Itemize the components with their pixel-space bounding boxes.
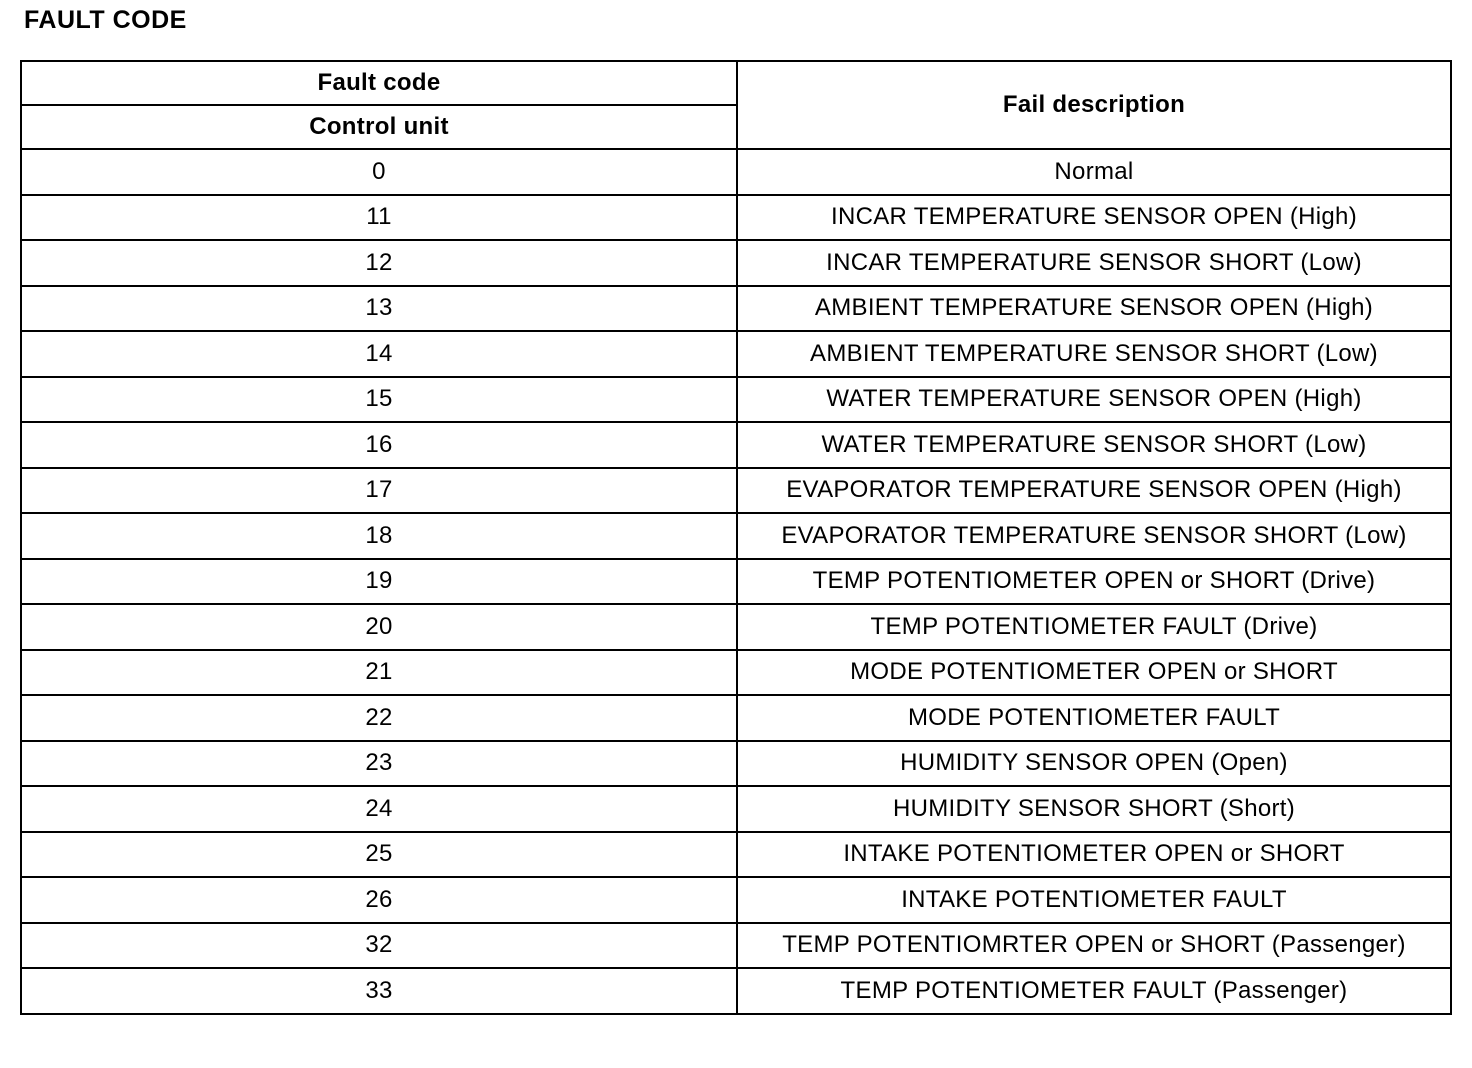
table-row <box>21 741 1451 787</box>
fail-description-cell: TEMP POTENTIOMRTER OPEN or SHORT (Passenger) <box>737 923 1451 969</box>
fail-description-cell: AMBIENT TEMPERATURE SENSOR OPEN (High) <box>737 286 1451 332</box>
fault-code-cell: 13 <box>21 286 737 332</box>
fail-description-cell: EVAPORATOR TEMPERATURE SENSOR SHORT (Low) <box>737 513 1451 559</box>
fault-code-cell: 26 <box>21 877 737 923</box>
table-row <box>21 195 1451 241</box>
page-title: FAULT CODE <box>24 6 187 34</box>
fail-description-cell: HUMIDITY SENSOR OPEN (Open) <box>737 741 1451 787</box>
fault-code-cell: 19 <box>21 559 737 605</box>
fault-code-cell: 12 <box>21 240 737 286</box>
table-row <box>21 240 1451 286</box>
table-row <box>21 604 1451 650</box>
table-row <box>21 923 1451 969</box>
fault-code-cell: 32 <box>21 923 737 969</box>
fault-code-cell: 25 <box>21 832 737 878</box>
fault-code-cell: 23 <box>21 741 737 787</box>
table-row <box>21 695 1451 741</box>
fault-code-cell: 22 <box>21 695 737 741</box>
table-row <box>21 468 1451 514</box>
fail-description-cell: WATER TEMPERATURE SENSOR SHORT (Low) <box>737 422 1451 468</box>
fault-code-cell: 14 <box>21 331 737 377</box>
table-row <box>21 149 1451 195</box>
fail-description-cell: TEMP POTENTIOMETER OPEN or SHORT (Drive) <box>737 559 1451 605</box>
header-row-1 <box>21 61 1451 105</box>
fail-description-cell: INTAKE POTENTIOMETER OPEN or SHORT <box>737 832 1451 878</box>
fault-code-cell: 11 <box>21 195 737 241</box>
fault-code-cell: 20 <box>21 604 737 650</box>
fault-code-cell: 0 <box>21 149 737 195</box>
header-control-unit: Control unit <box>21 105 737 149</box>
table-row <box>21 377 1451 423</box>
table-body <box>21 61 1451 1014</box>
fail-description-cell: MODE POTENTIOMETER FAULT <box>737 695 1451 741</box>
fault-code-cell: 17 <box>21 468 737 514</box>
fail-description-cell: EVAPORATOR TEMPERATURE SENSOR OPEN (High) <box>737 468 1451 514</box>
table-row <box>21 968 1451 1014</box>
table-row <box>21 422 1451 468</box>
fault-code-cell: 33 <box>21 968 737 1014</box>
fault-code-cell: 16 <box>21 422 737 468</box>
fail-description-cell: Normal <box>737 149 1451 195</box>
fail-description-cell: INCAR TEMPERATURE SENSOR SHORT (Low) <box>737 240 1451 286</box>
table-row <box>21 513 1451 559</box>
fail-description-cell: MODE POTENTIOMETER OPEN or SHORT <box>737 650 1451 696</box>
table-row <box>21 559 1451 605</box>
table-row <box>21 832 1451 878</box>
table-row <box>21 877 1451 923</box>
fail-description-cell: AMBIENT TEMPERATURE SENSOR SHORT (Low) <box>737 331 1451 377</box>
fail-description-cell: INTAKE POTENTIOMETER FAULT <box>737 877 1451 923</box>
fault-code-cell: 21 <box>21 650 737 696</box>
fault-code-table <box>20 60 1452 1015</box>
fail-description-cell: TEMP POTENTIOMETER FAULT (Drive) <box>737 604 1451 650</box>
fail-description-cell: INCAR TEMPERATURE SENSOR OPEN (High) <box>737 195 1451 241</box>
header-fail-description: Fail description <box>737 61 1451 149</box>
table-row <box>21 331 1451 377</box>
fault-code-cell: 15 <box>21 377 737 423</box>
fail-description-cell: TEMP POTENTIOMETER FAULT (Passenger) <box>737 968 1451 1014</box>
fault-code-cell: 18 <box>21 513 737 559</box>
header-fault-code: Fault code <box>21 61 737 105</box>
fail-description-cell: HUMIDITY SENSOR SHORT (Short) <box>737 786 1451 832</box>
table-row <box>21 286 1451 332</box>
table-row <box>21 650 1451 696</box>
fault-code-cell: 24 <box>21 786 737 832</box>
fail-description-cell: WATER TEMPERATURE SENSOR OPEN (High) <box>737 377 1451 423</box>
table-row <box>21 786 1451 832</box>
